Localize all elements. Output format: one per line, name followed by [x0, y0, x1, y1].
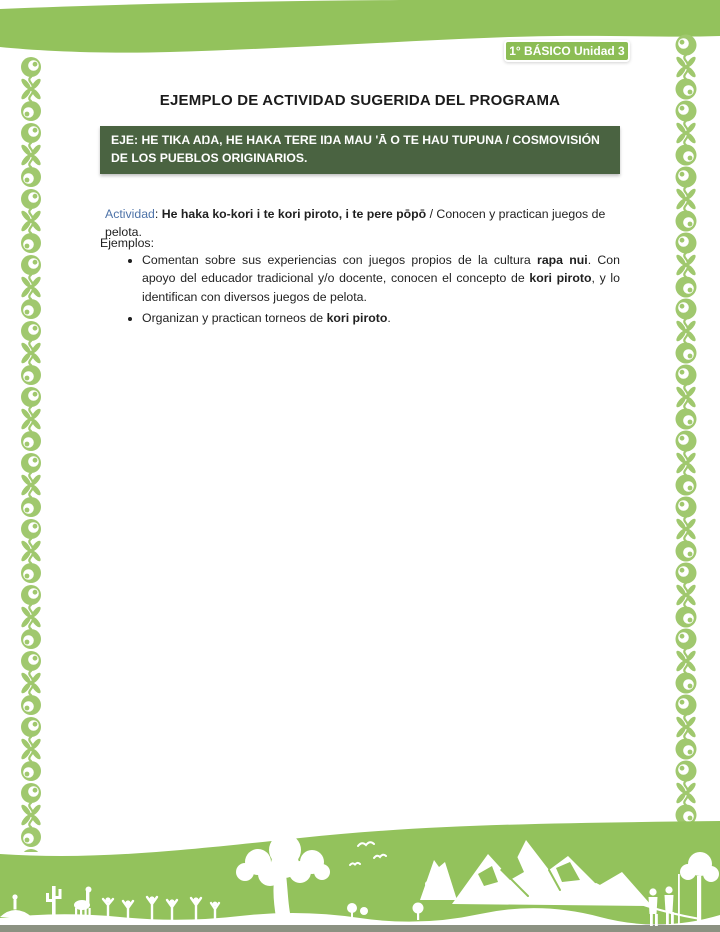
list-item — [142, 251, 620, 306]
rapa-nui-ornament-left-icon — [18, 56, 44, 852]
rapa-nui-ornament-right-icon — [672, 34, 700, 824]
text-run: . Con apoyo del educador tradicional y/o docente, conocen el concepto de — [142, 253, 620, 286]
activity-line — [105, 205, 620, 242]
text-run: Organizan y practican torneos de — [142, 311, 327, 326]
text-run: rapa nui — [537, 253, 588, 267]
text-run: kori piroto — [529, 271, 592, 286]
text-run: : — [154, 207, 162, 221]
content-column — [100, 0, 620, 820]
text-run: / Conocen y practican juegos de pelota. — [105, 207, 606, 240]
unit-badge: 1° BÁSICO Unidad 3 — [504, 40, 630, 62]
landscape-silhouette-icon — [0, 820, 720, 932]
text-run: Comentan sobre sus experiencias con juegos propios de la cultura — [142, 253, 538, 267]
text-run: . — [387, 311, 391, 326]
text-run: Actividad — [105, 207, 155, 221]
page-title: EJEMPLO DE ACTIVIDAD SUGERIDA DEL PROGRAMA — [159, 92, 561, 109]
text-run: He haka ko-kori i te kori piroto, i te pere pōpō — [161, 207, 427, 221]
eje-banner — [100, 126, 620, 174]
text-run: , y lo identifican con diversos juegos de pelota. — [142, 271, 620, 304]
examples-label: Ejemplos: — [100, 236, 154, 250]
examples-list — [122, 251, 620, 331]
list-item — [142, 309, 620, 327]
eje-text: EJE: HE TIKA AŊA, HE HAKA TERE IŊA MAU 'Ā O TE HAU TUPUNA / COSMOVISIÓN DE LOS PUEBLOS ORIGINARIOS. — [111, 133, 600, 165]
text-run: kori piroto — [326, 311, 388, 326]
